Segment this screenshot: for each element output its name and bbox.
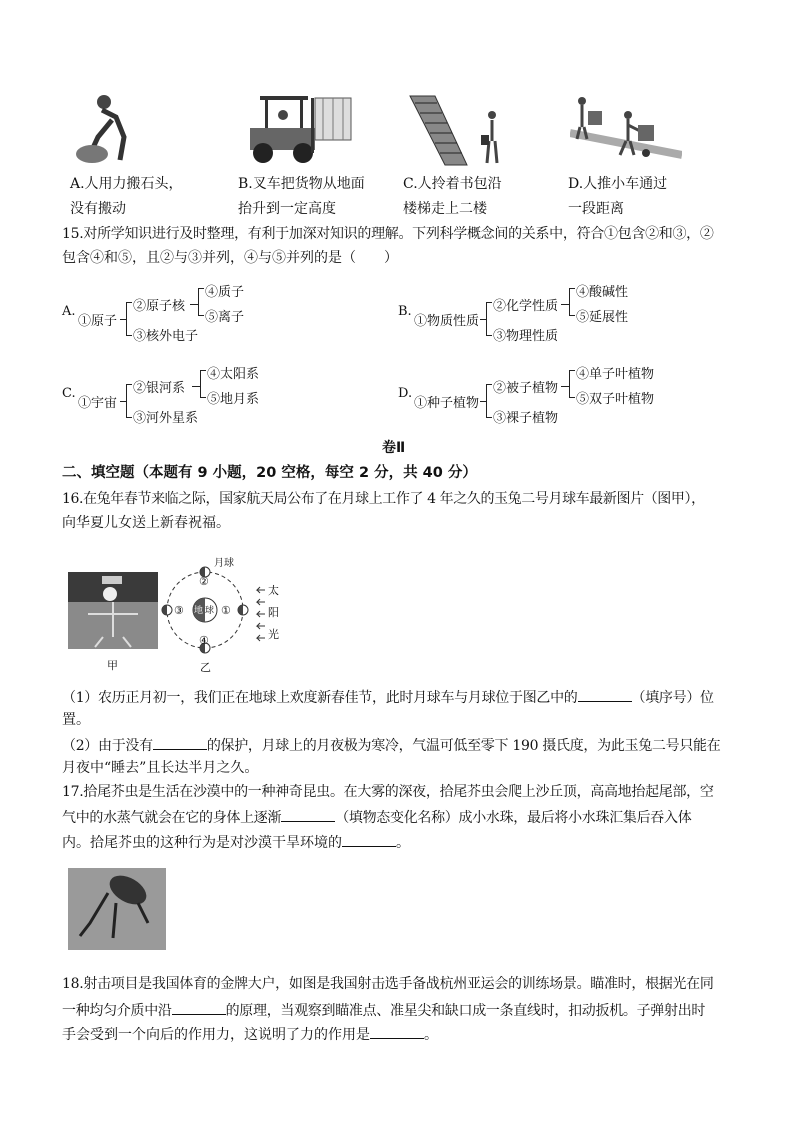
sunlight-label-1: 太 xyxy=(268,584,279,597)
position-3: ③ xyxy=(174,604,184,617)
sunlight-label-2: 阳 xyxy=(268,606,279,619)
position-2: ② xyxy=(199,575,209,588)
earth-label-2: 球 xyxy=(205,606,215,616)
q16-sub1-text-b: （填序号）位 xyxy=(631,690,714,706)
option-d-caption-line2: 一段距离 xyxy=(568,201,624,217)
node-2: ②被子植物 xyxy=(493,381,559,396)
q18-stem-line3 xyxy=(62,1024,438,1044)
node-3: ③核外电子 xyxy=(133,329,199,344)
q16-sub2-text: （2）由于没有 xyxy=(62,738,153,754)
node-4: ④单子叶植物 xyxy=(576,367,655,382)
position-1: ① xyxy=(221,604,231,617)
option-b-caption-line2: 抬升到一定高度 xyxy=(238,201,336,217)
q18-text-b: 的原理，当观察到瞄准点、准星尖和缺口成一条直线时，扣动扳机。子弹射出时 xyxy=(225,1003,706,1019)
q18-stem-line2 xyxy=(62,1000,705,1020)
q17-answer-blank-2[interactable] xyxy=(342,832,396,847)
q16-stem-line2: 向华夏儿女送上新春祝福。 xyxy=(62,515,230,531)
q16-sub2-line1 xyxy=(62,735,720,755)
option-letter: B. xyxy=(398,304,412,319)
option-letter: D. xyxy=(398,386,413,401)
q17-text-b: （填物态变化名称）成小水珠，最后将小水珠汇集后吞入体 xyxy=(335,810,692,826)
node-2: ②原子核 xyxy=(133,299,186,314)
section-heading: 二、填空题（本题有 9 小题，20 空格，每空 2 分，共 40 分） xyxy=(62,465,477,481)
node-5: ⑤延展性 xyxy=(576,310,629,325)
option-a-caption-line1: A.人用力搬石头， xyxy=(70,176,183,192)
node-1: ①原子 xyxy=(78,314,118,329)
node-5: ⑤双子叶植物 xyxy=(576,392,655,407)
q17-answer-blank-1[interactable] xyxy=(281,807,335,822)
q15-option-d[interactable] xyxy=(398,362,698,426)
q16-answer-blank-2[interactable] xyxy=(153,735,207,750)
figure-yi-label: 乙 xyxy=(200,661,211,674)
node-1: ①种子植物 xyxy=(414,396,480,411)
node-2: ②银河系 xyxy=(133,381,186,396)
yutu-rover-photo xyxy=(68,572,158,649)
option-c-caption-line2: 楼梯走上二楼 xyxy=(403,201,487,217)
q17-stem-line1: 17.拾尾芥虫是生活在沙漠中的一种神奇昆虫。在大雾的深夜，拾尾芥虫会爬上沙丘顶，高高地抬起尾部，空 xyxy=(62,784,714,800)
option-d-caption-line1: D.人推小车通过 xyxy=(568,176,668,192)
option-b-caption-line1: B.叉车把货物从地面 xyxy=(238,176,365,192)
q15-option-a[interactable] xyxy=(62,280,362,344)
cart-pushing-picture xyxy=(570,93,682,165)
q16-sub2-line2: 月夜中“睡去”且长达半月之久。 xyxy=(62,760,259,776)
node-4: ④质子 xyxy=(205,285,245,300)
q16-sub1-text: （1）农历正月初一，我们正在地球上欢度新春佳节，此时月球车与月球位于图乙中的 xyxy=(62,690,578,706)
node-2: ②化学性质 xyxy=(493,299,559,314)
stone-lifting-picture xyxy=(72,92,142,167)
option-c-caption-line1: C.人拎着书包沿 xyxy=(403,176,502,192)
q17-text-d: 。 xyxy=(396,835,410,851)
option-a-caption-line2: 没有搬动 xyxy=(70,201,126,217)
q18-text-c: 手会受到一个向后的作用力，这说明了力的作用是 xyxy=(62,1027,370,1043)
q16-sub1-line2: 置。 xyxy=(62,712,90,728)
node-3: ③裸子植物 xyxy=(493,411,559,426)
position-4: ④ xyxy=(199,634,209,647)
node-4: ④太阳系 xyxy=(207,367,260,382)
option-letter: A. xyxy=(62,304,76,319)
option-letter: C. xyxy=(62,386,76,401)
stairs-picture xyxy=(405,93,505,168)
node-5: ⑤地月系 xyxy=(207,392,260,407)
q17-text-c: 内。拾尾芥虫的这种行为是对沙漠干旱环境的 xyxy=(62,835,342,851)
node-3: ③河外星系 xyxy=(133,411,199,426)
earth-label-1: 地 xyxy=(194,606,204,616)
node-4: ④酸碱性 xyxy=(576,285,629,300)
q18-text-d: 。 xyxy=(424,1027,438,1043)
beetle-photo xyxy=(68,868,166,950)
node-1: ①物质性质 xyxy=(414,314,480,329)
forklift-picture xyxy=(245,93,355,165)
q16-stem-line1: 16.在兔年春节来临之际，国家航天局公布了在月球上工作了 4 年之久的玉兔二号月球车最新图片（图甲）， xyxy=(62,491,705,507)
sunlight-label-3: 光 xyxy=(268,628,279,641)
q18-text: 一种均匀介质中沿 xyxy=(62,1003,172,1019)
q15-stem-line2: 包含④和⑤，且②与③并列，④与⑤并列的是（ ） xyxy=(62,250,398,266)
node-3: ③物理性质 xyxy=(493,329,559,344)
q17-text: 气中的水蒸气就会在它的身体上逐渐 xyxy=(62,810,282,826)
figure-jia-label: 甲 xyxy=(107,659,118,672)
part-title: 卷Ⅱ xyxy=(382,440,406,456)
q15-option-b[interactable] xyxy=(398,280,698,344)
q15-option-c[interactable] xyxy=(62,362,362,426)
node-1: ①宇宙 xyxy=(78,396,118,411)
q18-stem-line1: 18.射击项目是我国体育的金牌大户，如图是我国射击选手备战杭州亚运会的训练场景。瞄准时，根据光在同 xyxy=(62,976,714,992)
q16-sub2-text-b: 的保护，月球上的月夜极为寒冷，气温可低至零下 190 摄氏度，为此玉兔二号只能在 xyxy=(206,738,721,754)
q16-answer-blank-1[interactable] xyxy=(578,687,632,702)
node-5: ⑤离子 xyxy=(205,310,245,325)
q15-stem-line1: 15.对所学知识进行及时整理，有利于加深对知识的理解。下列科学概念间的关系中，符合①包含②和③，② xyxy=(62,226,714,242)
moon-label: 月球 xyxy=(214,558,234,569)
q18-answer-blank-1[interactable] xyxy=(172,1000,226,1015)
q16-sub1-line1 xyxy=(62,687,714,707)
q18-answer-blank-2[interactable] xyxy=(370,1024,424,1039)
q17-stem-line3 xyxy=(62,832,410,852)
q17-stem-line2 xyxy=(62,807,691,827)
